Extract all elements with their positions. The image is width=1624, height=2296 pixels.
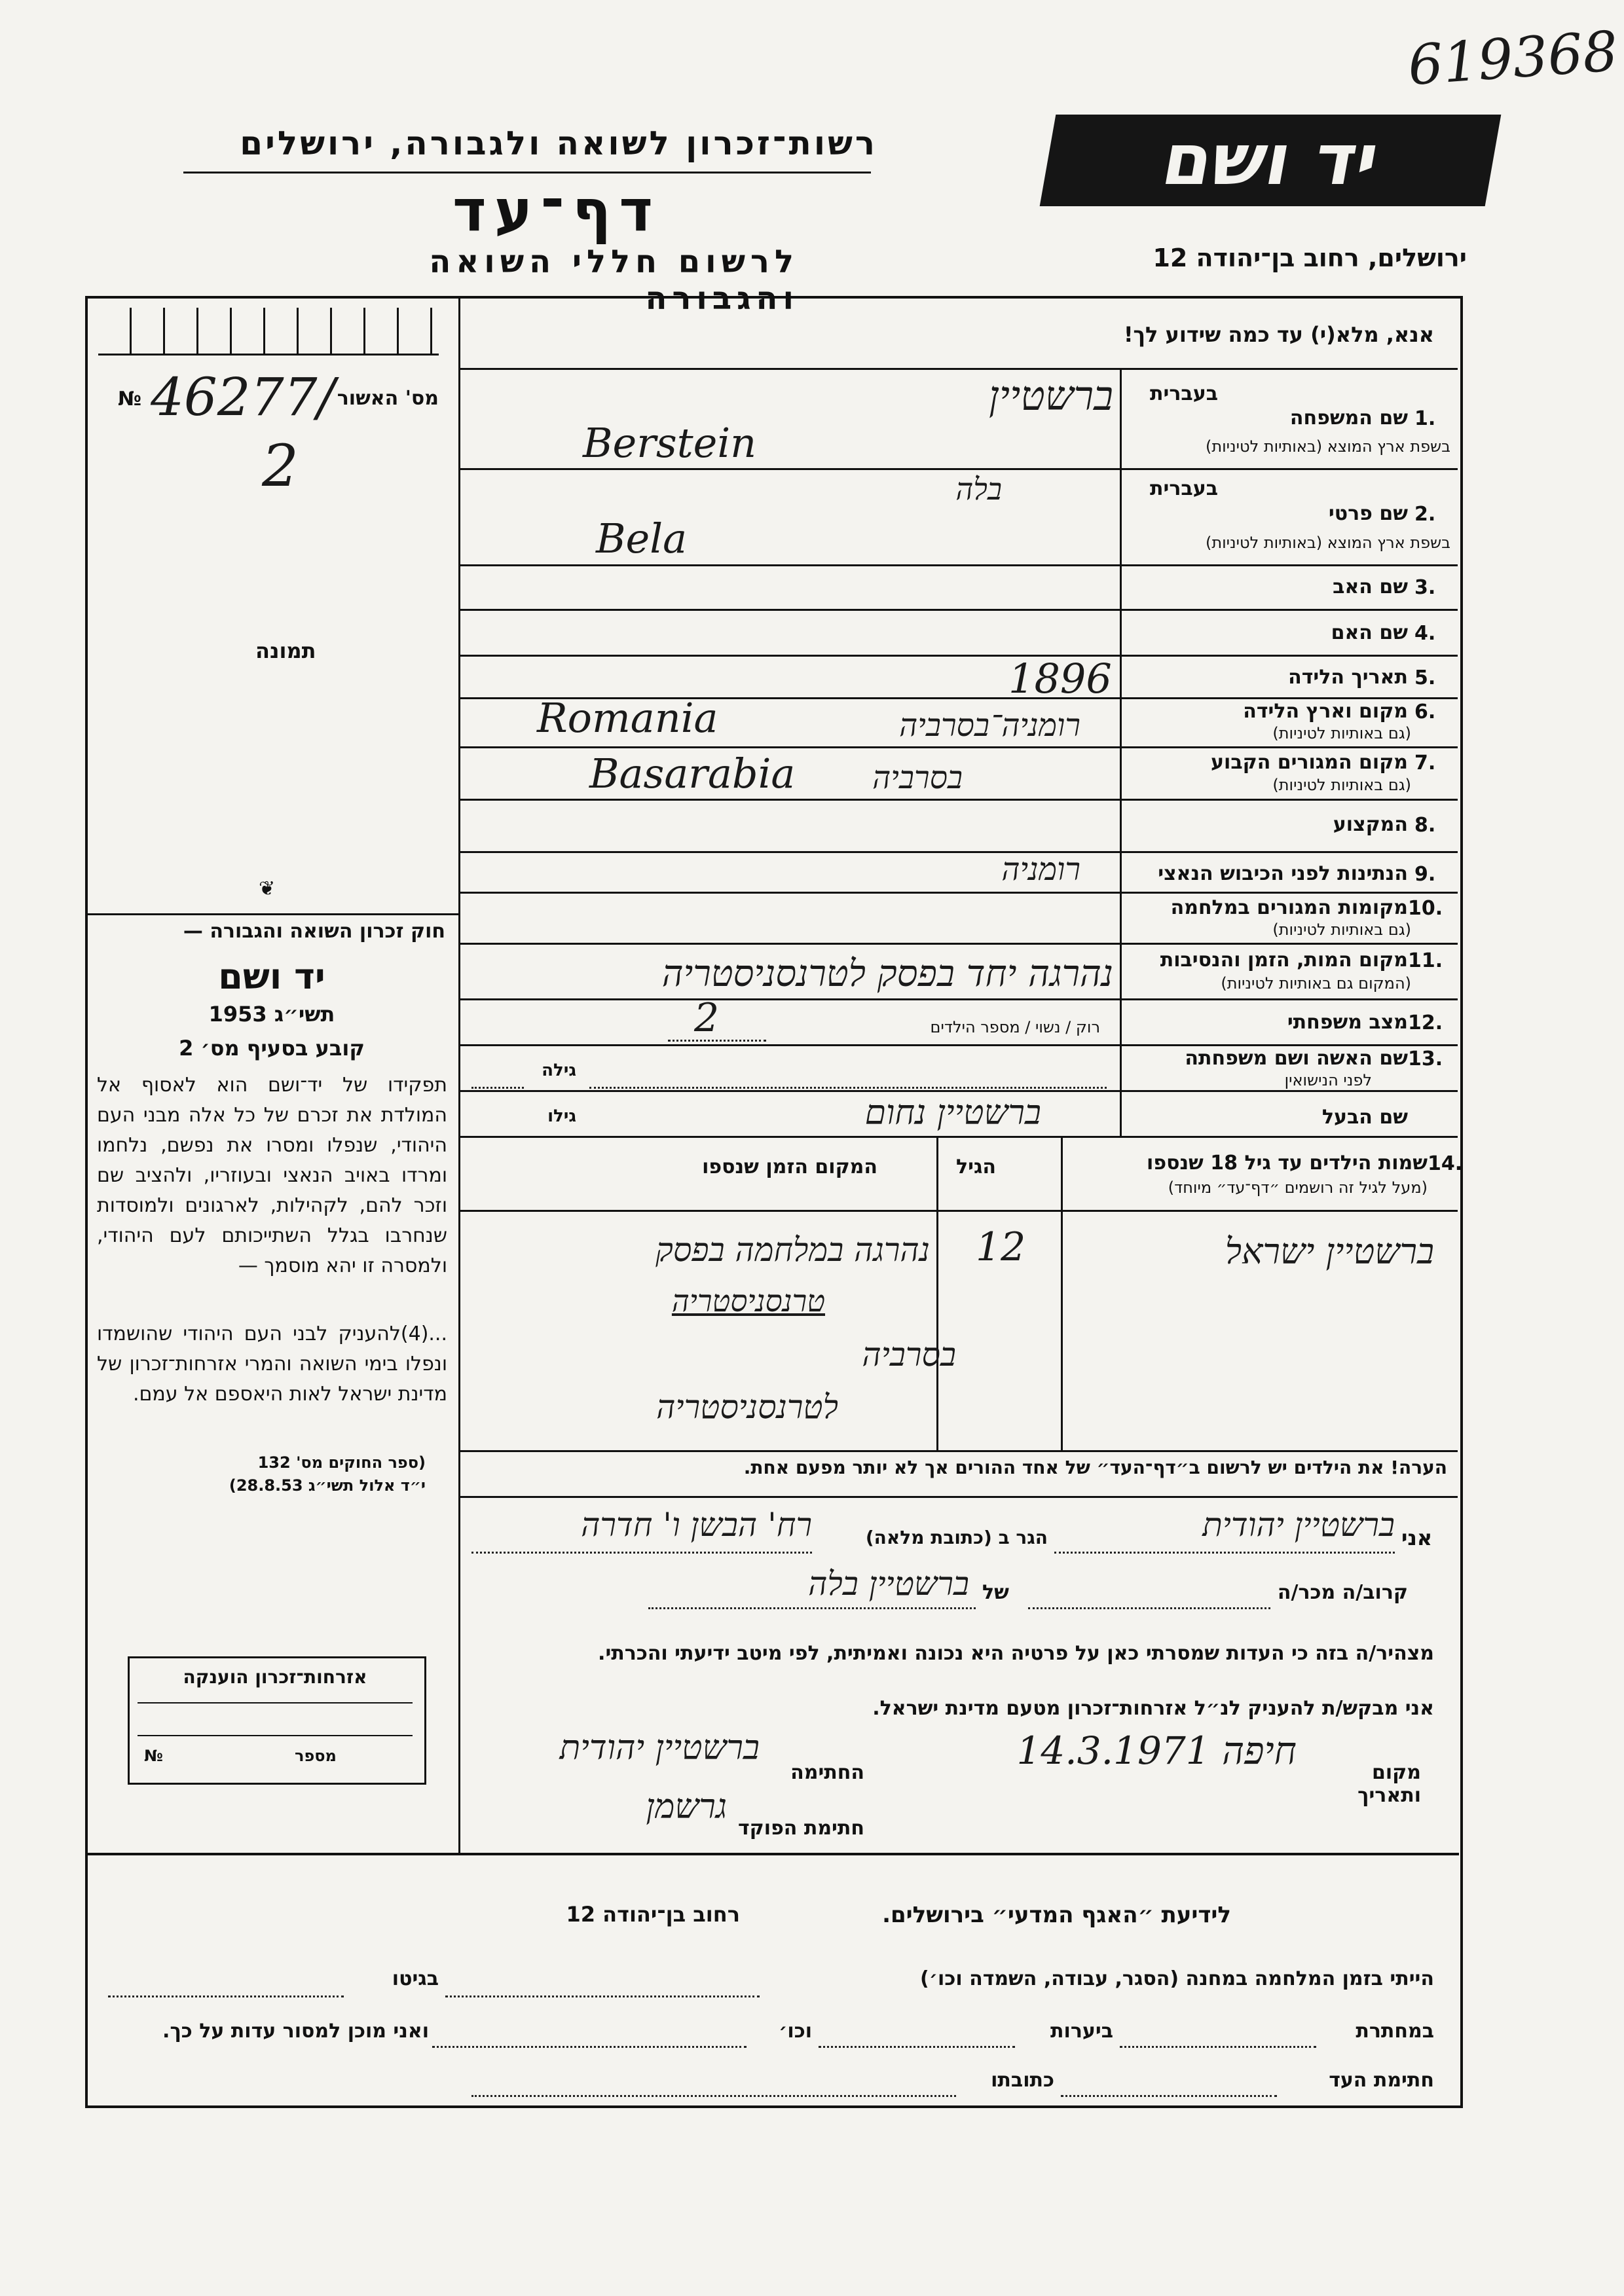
cert-label: מס' האשור — [337, 387, 439, 410]
f2-hw-hebrew: בלה — [955, 471, 1002, 507]
footer-address: רחוב בן־יהודה 12 — [566, 1902, 740, 1927]
child-place-hw-3: בסרביה — [862, 1336, 956, 1374]
decor-mark: ❦ — [259, 877, 276, 900]
form-title: דף־עד — [452, 177, 661, 244]
child-name-hw: ברשטיין ישראל — [1225, 1231, 1434, 1272]
law-ref-2: י״ד אלול תשי״ג 28.8.53) — [229, 1476, 426, 1495]
f13-label: שם האשה ושם משפחתה — [1185, 1047, 1408, 1070]
f3-label: שם האב — [1333, 575, 1408, 598]
f7-note: (גם באותיות לטיניות) — [1272, 776, 1411, 794]
law-ref-1: (ספר החוקים מס' 132 — [257, 1453, 426, 1472]
footer-witness-address: כתובתו — [991, 2069, 1054, 2092]
f12-label: מצב משפחתי — [1287, 1011, 1408, 1034]
signature-label: החתימה — [790, 1761, 864, 1784]
place-date-hw: חיפה 14.3.1971 — [1016, 1728, 1297, 1773]
f11-number: 11. — [1408, 949, 1443, 972]
f7-label: מקום המגורים הקבוע — [1211, 751, 1408, 774]
tick-marks — [98, 308, 439, 355]
f5-hw-date: 1896 — [1008, 655, 1112, 702]
f6-number: 6. — [1414, 701, 1436, 723]
f6-hw-hebrew: רומניה־בסרביה — [899, 707, 1080, 744]
of-label: של — [982, 1581, 1009, 1604]
f8-number: 8. — [1414, 814, 1436, 837]
f4-label: שם האם — [1331, 621, 1408, 644]
f3-number: 3. — [1414, 576, 1436, 599]
f1-note: בשפת ארץ המוצא (באותיות לטיניות) — [1206, 437, 1450, 456]
f2-number: 2. — [1414, 503, 1436, 526]
footer-witness-signature: חתימת העד — [1329, 2069, 1434, 2092]
request: אני מבקש/ת להעניק לנ״ל אזרחות־זכרון מטעם מדינת ישראל. — [872, 1697, 1434, 1720]
footer-testify: ואני מוכן למסור עדות על כך. — [162, 2020, 429, 2043]
f11-label: מקום המות, הזמן והנסיבות — [1160, 949, 1408, 972]
signature-hw: ברשטיין יהודית — [559, 1728, 760, 1768]
photo-label: תמונה — [255, 638, 316, 663]
f11-hw: נהרגה יחד בפסק לטרנסניסטריה — [661, 953, 1113, 995]
f4-number: 4. — [1414, 622, 1436, 645]
remark: הערה! את הילדים יש לרשום ב״דף־העד״ של אחד ההורים אך לא יותר מפעם אחת. — [743, 1457, 1447, 1478]
footer-ghetto: בגיטו — [392, 1967, 439, 1990]
f13-number: 13. — [1408, 1048, 1443, 1070]
husband-label: שם הבעל — [1321, 1106, 1408, 1129]
citizenship-no-mark: № — [144, 1747, 163, 1765]
instruction: אנא, מלא(י) עד כמה שידוע לך! — [1123, 322, 1434, 347]
officer-hw: גרשמן — [646, 1787, 727, 1827]
f12-sub: רוק / נשוי / מספר הילדים — [930, 1018, 1100, 1036]
footer-line1a: הייתי בזמן המלחמה במחנה (הסגר, עבודה, השמדה וכו׳) — [920, 1967, 1434, 1990]
statement: מצהיר/ה בזה כי העדות שמסרתי כאן על פרטיה היא נכונה ואמיתית, לפי מיטב ידיעתי והכרתי. — [598, 1642, 1434, 1665]
f13-note: לפני הנישואין — [1284, 1071, 1372, 1089]
law-heading: חוק זכרון השואה והגבורה — — [183, 920, 445, 943]
husband-age-label: גילו — [547, 1106, 576, 1126]
child-age-hw: 12 — [976, 1224, 1026, 1270]
authority-name: רשות־זכרון לשואה ולגבורה, ירושלים — [240, 124, 877, 162]
f2-hw-latin: Bela — [596, 515, 688, 562]
f6-note: (גם באותיות לטיניות) — [1272, 724, 1411, 742]
place-date-label: מקום ותאריך — [1357, 1761, 1421, 1807]
f1-hw-hebrew: ברשטיין — [989, 372, 1113, 420]
law-section: קובע בסעיף מס׳ 2 — [179, 1036, 365, 1061]
f7-hw-latin: Basarabia — [589, 750, 796, 797]
archive-number: 619368 — [1405, 18, 1620, 98]
children-label: שמות הילדים עד גיל 18 שנספו — [1147, 1152, 1428, 1175]
f10-number: 10. — [1408, 897, 1443, 920]
cert-number: 46277/ — [151, 367, 335, 428]
f7-number: 7. — [1414, 752, 1436, 774]
child-place-hw: נהרגה במלחמה בפסק — [655, 1231, 930, 1269]
f7-hw-hebrew: בסרביה — [872, 759, 963, 796]
child-place-hw-2: טרנסניסטריה — [671, 1283, 825, 1319]
f6-hw-latin: Romania — [537, 694, 718, 742]
f1-hw-latin: Berstein — [583, 419, 757, 467]
f13-age-label: גילה — [542, 1061, 576, 1080]
law-name: יד ושם — [218, 956, 325, 997]
declarant-residing: הגר ב (כתובת מלאה) — [865, 1527, 1048, 1548]
officer-label: חתימת הפוקד — [738, 1817, 864, 1840]
f8-label: המקצוע — [1333, 813, 1408, 836]
cert-suffix: 2 — [262, 432, 299, 500]
declarant-ani: אני — [1401, 1525, 1433, 1550]
f12-number: 12. — [1408, 1011, 1443, 1034]
f2-hebrew-tag: בעברית — [1150, 477, 1218, 500]
children-place-col: המקום הזמן שנספו — [702, 1156, 877, 1178]
law-body-2: ...(4)להעניק לבני העם היהודי שהושמדו ונפלו בימי השואה והמרי אזרחות־זכרון של מדינת ישראל לאות היאספם אל עמם. — [97, 1322, 447, 1406]
f6-label: מקום וארץ הלידה — [1243, 700, 1408, 723]
f12-hw: 2 — [694, 995, 720, 1041]
f10-note: (גם באותיות לטיניות) — [1272, 920, 1411, 939]
f1-number: 1. — [1414, 407, 1436, 430]
of-hw: ברשטיין בלה — [808, 1565, 969, 1603]
f11-note: (המקום גם באותיות לטיניות) — [1221, 974, 1411, 993]
declarant-address-hw: רח' הבשן ו' חדרה — [581, 1506, 812, 1544]
f9-hw: רומניה — [1001, 851, 1080, 888]
children-number: 14. — [1428, 1152, 1463, 1175]
f1-label: שם המשפחה — [1289, 407, 1408, 429]
law-body: תפקידו של יד־ושם הוא לאסוף אל המולדת את זכרם של כל אלה מבני העם היהודי, שנפלו ומסרו את נפשם, נלחמו ומרדו באויב הנאצי ובעוזריו, ולהציב שם וזכר להם, לקהילות, לארגונים ולמוסדות שנחרבו בגלל השתייכותם לעם היהודי, ולמסרה זו יהא מוסמך — — [97, 1074, 447, 1277]
footer-forests: ביערות — [1050, 2020, 1113, 2043]
f9-label: הנתינות לפני הכיבוש הנאצי — [1158, 862, 1408, 885]
declarant-name-hw: ברשטיין יהודית — [1202, 1506, 1395, 1544]
cert-no-mark: № — [118, 388, 142, 410]
law-year: תשי״ג 1953 — [208, 1002, 335, 1027]
husband-hw: ברשטיין נחום — [864, 1093, 1041, 1133]
footer-heading: לידיעת ״האגף המדעי״ בירושלים. — [882, 1902, 1231, 1928]
footer-etc: וכו׳ — [779, 2020, 812, 2043]
relative-label: קרוב/ה מכר/ה — [1277, 1581, 1408, 1604]
children-age-col: הגיל — [956, 1156, 996, 1178]
header-address: ירושלים, רחוב בן־יהודה 12 — [1153, 244, 1467, 272]
f5-label: תאריך הלידה — [1288, 666, 1408, 689]
citizenship-title: אזרחות־זכרון הוענקה — [183, 1666, 367, 1688]
f2-label: שם פרטי — [1328, 502, 1408, 525]
f1-hebrew-tag: בעברית — [1150, 382, 1218, 405]
child-place-hw-4: לטרנסניסטריה — [656, 1388, 838, 1426]
yad-vashem-logo: יד ושם — [1040, 115, 1502, 206]
f10-label: מקומות המגורים במלחמה — [1170, 896, 1408, 919]
f5-number: 5. — [1414, 666, 1436, 689]
citizenship-number-label: מספר — [295, 1747, 337, 1765]
f2-note: בשפת ארץ המוצא (באותיות לטיניות) — [1206, 534, 1450, 552]
f9-number: 9. — [1414, 863, 1436, 886]
footer-underground: במחתרת — [1356, 2020, 1434, 2043]
form-subtitle: לרשום חללי השואה והגבורה — [429, 244, 799, 317]
children-note: (מעל לגיל זה רושמים ״דף־עד״ מיוחד) — [1168, 1178, 1428, 1197]
